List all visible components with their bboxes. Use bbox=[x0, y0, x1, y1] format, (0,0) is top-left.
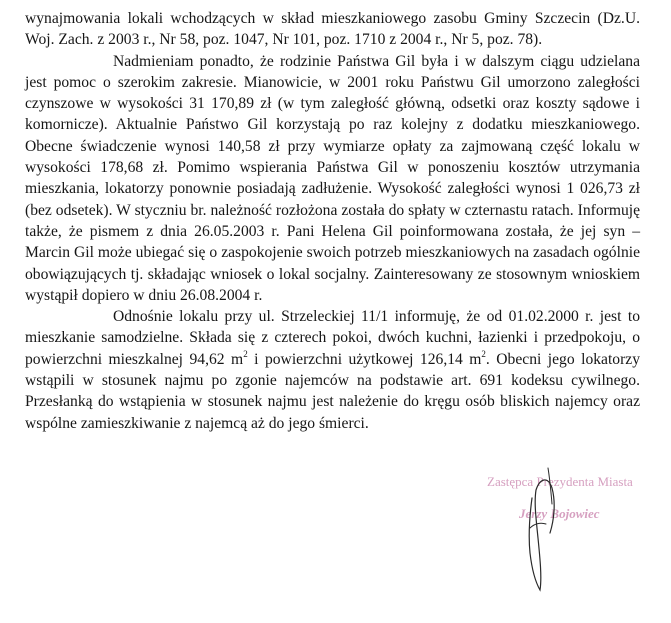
handwritten-signature bbox=[470, 458, 620, 598]
paragraph-assistance: Nadmieniam ponadto, że rodzinie Państwa Gil była i w dalszym ciągu udzielana jest pomoc o szerokim zakresie. Mianowicie, w 2001 roku Państwu Gil umorzono zaległości czynszowe w wysokości 31 170,89 zł (w tym zaległość główną, odsetki oraz koszty sądowe i komornicze). Aktualnie Państwo Gil korzystają po raz kolejny z dodatku mieszkaniowego. Obecne świadczenie wynosi 140,58 zł przy wymiarze opłaty za zajmowaną część lokalu w wysokości 178,68 zł. Pomimo wspierania Państwa Gil w ponoszeniu kosztów utrzymania mieszkania, lokatorzy ponownie posiadają zadłużenie. Wysokość zaległości wynosi 1 026,73 zł (bez odsetek). W styczniu br. należność rozłożona została do spłaty w czternastu ratach. Informuję także, że pismem z dnia 26.05.2003 r. Pani Helena Gil poinformowana została, że jej syn – Marcin Gil może ubiegać się o zaspokojenie swoich potrzeb mieszkaniowych na zasadach ogólnie obowiązujących tj. składając wniosek o lokal socjalny. Zainteresowany ze stosownym wnioskiem wystąpił dopiero w dniu 26.08.2004 r. bbox=[25, 52, 640, 304]
stamp-name: Jerzy Bojowiec bbox=[519, 506, 600, 521]
premises-text-3: . Obecni jego lokatorzy wstąpili w stosunek najmu po zgonie najemców na podstawie art. 691 kodeksu cywilnego. Przesłanką do wstąpienia w stosunek najmu jest należenie do kręgu osób bliskich najemcy oraz wspólne zamieszkiwanie z najemcą aż do jego śmierci. bbox=[25, 350, 640, 432]
superscript-2: 2 bbox=[243, 348, 248, 359]
premises-text-1: Odnośnie lokalu przy ul. Strzeleckiej 11/1 informuję, że od 01.02.2000 r. jest to mieszkanie samodzielne. Składa się z czterech pokoi, dwóch kuchni, łazienki i przedpokoju, o powierzchni mieszkalnej 94,62 m bbox=[25, 308, 640, 368]
superscript-2: 2 bbox=[481, 348, 486, 359]
premises-text-2: i powierzchni użytkowej 126,14 m bbox=[247, 350, 482, 368]
paragraph-premises bbox=[25, 306, 640, 434]
letter-body bbox=[25, 8, 640, 434]
stamp-title: Zastępca Prezydenta Miasta bbox=[487, 474, 633, 489]
paragraph-regulation-reference: wynajmowania lokali wchodzących w skład mieszkaniowego zasobu Gminy Szczecin (Dz.U. Woj. Zach. z 2003 r., Nr 58, poz. 1047, Nr 101, poz. 1710 z 2004 r., Nr 5, poz. 78). bbox=[25, 10, 640, 49]
